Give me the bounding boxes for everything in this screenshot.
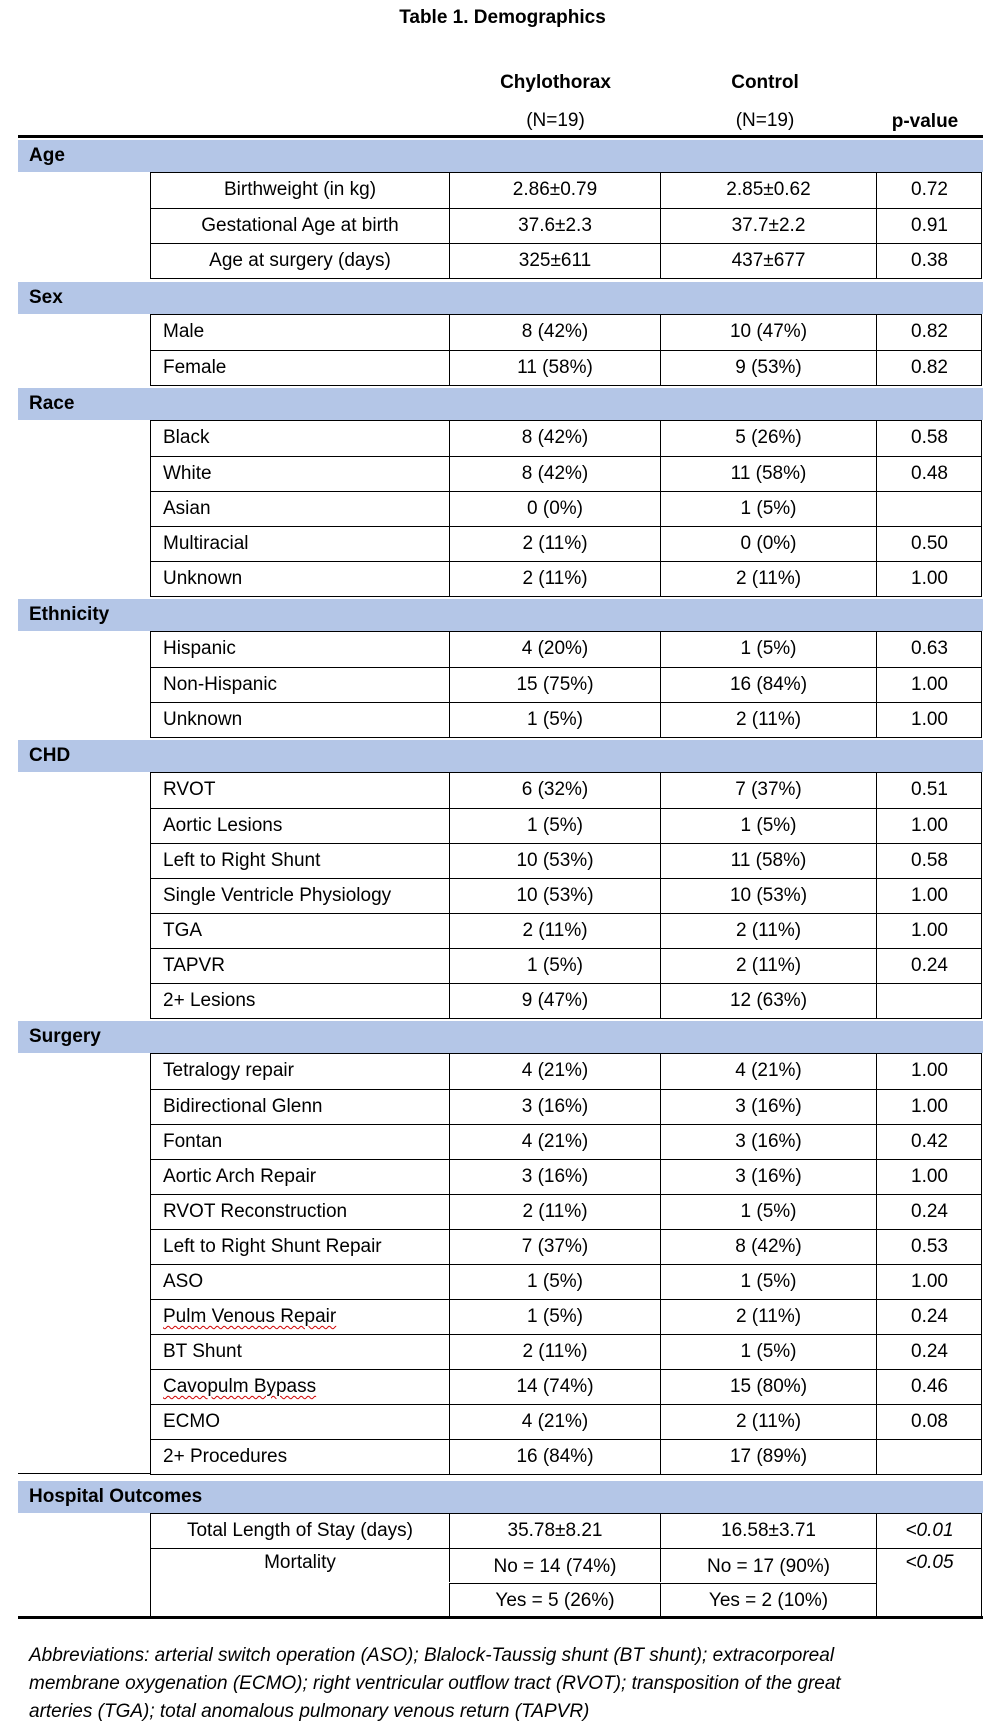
cell-chylothorax: 2.86±0.79 [449,173,660,208]
col-head-control: Control [731,72,799,93]
abbreviations-line: arteries (TGA); total anomalous pulmonary venous return (TAPVR) [29,1701,590,1722]
abbreviations-note [29,1642,979,1726]
table-row [151,948,981,983]
cell-pvalue: 0.53 [876,1230,982,1264]
cell-pvalue: 0.24 [876,1300,982,1334]
group-header-age: Age [18,140,983,172]
cell-pvalue: 1.00 [876,1160,982,1194]
cell-pvalue: 1.00 [876,1090,982,1124]
cell-chylothorax: 9 (47%) [449,984,660,1018]
cell-chylothorax: 37.6±2.3 [449,209,660,243]
cell-chylothorax: 14 (74%) [449,1370,660,1404]
table-row [151,843,981,878]
abbreviations-line: membrane oxygenation (ECMO); right ventricular outflow tract (RVOT); transposition of the great [29,1673,841,1694]
row-label: BT Shunt [163,1341,242,1362]
cell-pvalue: 0.42 [876,1125,982,1159]
cell-pvalue: 0.08 [876,1405,982,1439]
cell-chylothorax: 11 (58%) [449,351,660,385]
row-label [151,1300,449,1334]
row-label [151,1370,449,1404]
cell-chylothorax: 16 (84%) [449,1440,660,1474]
table-row [151,1439,981,1474]
cell-control: 17 (89%) [660,1440,876,1474]
group-header-sex: Sex [18,282,983,314]
cell-control-no: No = 17 (90%) [660,1548,876,1582]
cell-control: 1 (5%) [660,492,876,526]
row-label-los: Total Length of Stay (days) [186,1520,413,1541]
cell-chylothorax: 35.78±8.21 [449,1514,660,1548]
table-row [151,913,981,948]
row-label: Hispanic [163,638,236,659]
col-head-pvalue: p-value [891,111,959,132]
row-label: White [163,463,212,484]
cell-chylothorax: 2 (11%) [449,562,660,596]
cell-chylothorax-no: No = 14 (74%) [449,1548,660,1582]
cell-chylothorax: 1 (5%) [449,949,660,983]
cell-pvalue: 0.50 [876,527,982,561]
cell-control: 2 (11%) [660,562,876,596]
cell-control: 1 (5%) [660,1265,876,1299]
cell-control: 7 (37%) [660,773,876,808]
group-grid-sex [150,314,982,386]
cell-chylothorax: 10 (53%) [449,879,660,913]
cell-pvalue: 1.00 [876,1054,982,1089]
section-rule [18,1473,150,1474]
cell-control: 3 (16%) [660,1090,876,1124]
cell-pvalue [876,1440,982,1474]
cell-control: 2 (11%) [660,1300,876,1334]
table-row [151,667,981,702]
row-label: Non-Hispanic [163,674,278,695]
group-grid-outcomes [150,1513,982,1617]
table-row [151,1404,981,1439]
cell-control: 2 (11%) [660,703,876,737]
cell-control: 437±677 [660,244,876,278]
row-label-mortality: Mortality [264,1552,336,1573]
group-grid-ethnicity [150,631,982,738]
row-label: RVOT [163,779,216,800]
table-row [151,526,981,561]
cell-control: 2.85±0.62 [660,173,876,208]
cell-control: 2 (11%) [660,1405,876,1439]
cell-control: 4 (21%) [660,1054,876,1089]
spellcheck-flagged-text: Pulm Venous Repair [163,1306,337,1327]
table-row [151,632,981,667]
cell-pvalue: 1.00 [876,1265,982,1299]
cell-control: 9 (53%) [660,351,876,385]
table-row [151,808,981,843]
cell-pvalue: 0.24 [876,1335,982,1369]
table-row [151,315,981,350]
cell-control: 8 (42%) [660,1230,876,1264]
cell-control: 0 (0%) [660,527,876,561]
cell-control: 16 (84%) [660,668,876,702]
cell-pvalue [876,984,982,1018]
row-label: Male [163,321,205,342]
cell-chylothorax: 15 (75%) [449,668,660,702]
cell-control: 3 (16%) [660,1160,876,1194]
cell-pvalue: 0.82 [876,351,982,385]
cell-pvalue-mortality: <0.05 [876,1548,982,1618]
cell-control: 5 (26%) [660,421,876,456]
row-label: RVOT Reconstruction [163,1201,348,1222]
cell-control: 2 (11%) [660,949,876,983]
row-label: ECMO [163,1411,220,1432]
cell-pvalue: 1.00 [876,668,982,702]
group-header-ethnicity: Ethnicity [18,599,983,631]
table-row [151,1334,981,1369]
cell-chylothorax: 2 (11%) [449,1195,660,1229]
cell-pvalue: 0.46 [876,1370,982,1404]
cell-chylothorax: 4 (20%) [449,632,660,667]
row-label: Asian [163,498,211,519]
cell-control: 1 (5%) [660,632,876,667]
cell-control: 3 (16%) [660,1125,876,1159]
table-row [151,1089,981,1124]
cell-control: 37.7±2.2 [660,209,876,243]
table-title: Table 1. Demographics [399,7,606,28]
cell-control: 1 (5%) [660,809,876,843]
cell-control: 15 (80%) [660,1370,876,1404]
cell-chylothorax: 6 (32%) [449,773,660,808]
cell-chylothorax: 4 (21%) [449,1125,660,1159]
table-row [151,702,981,737]
table-row [151,421,981,456]
cell-pvalue: 1.00 [876,809,982,843]
cell-chylothorax: 7 (37%) [449,1230,660,1264]
cell-chylothorax: 8 (42%) [449,457,660,491]
table-top-rule [18,135,983,138]
cell-control: 2 (11%) [660,914,876,948]
cell-chylothorax: 1 (5%) [449,1300,660,1334]
table-row [151,1124,981,1159]
group-header-surgery: Surgery [18,1021,983,1053]
cell-pvalue: 0.58 [876,844,982,878]
table-row [151,773,981,808]
cell-control: 10 (53%) [660,879,876,913]
row-label: 2+ Lesions [163,990,256,1011]
cell-chylothorax: 1 (5%) [449,1265,660,1299]
row-label: ASO [163,1271,204,1292]
abbreviations-line: Abbreviations: arterial switch operation (ASO); Blalock-Taussig shunt (BT shunt); extracorporeal [29,1645,835,1666]
row-label: Fontan [163,1131,223,1152]
row-label: Age at surgery (days) [209,250,391,271]
table-row [151,983,981,1018]
cell-chylothorax: 3 (16%) [449,1160,660,1194]
table-row [151,491,981,526]
cell-control-yes: Yes = 2 (10%) [660,1583,876,1617]
table-row [151,1159,981,1194]
table-row [151,561,981,596]
group-header-hospital-outcomes: Hospital Outcomes [18,1481,983,1513]
cell-chylothorax: 8 (42%) [449,315,660,350]
cell-chylothorax: 0 (0%) [449,492,660,526]
table-row [151,456,981,491]
cell-pvalue: 0.82 [876,315,982,350]
col-head-chylothorax: Chylothorax [500,72,611,93]
cell-chylothorax: 10 (53%) [449,844,660,878]
row-label: Single Ventricle Physiology [163,885,392,906]
table-row [151,350,981,385]
cell-chylothorax: 325±611 [449,244,660,278]
cell-pvalue: 0.58 [876,421,982,456]
group-grid-race [150,420,982,597]
cell-pvalue: 0.72 [876,173,982,208]
table-row [151,1229,981,1264]
cell-pvalue: 0.63 [876,632,982,667]
table-row [151,878,981,913]
row-label: Unknown [163,709,243,730]
col-head-control-n: (N=19) [735,110,795,131]
cell-control: 12 (63%) [660,984,876,1018]
row-label: Multiracial [163,533,249,554]
table-row [151,1194,981,1229]
group-grid-surgery [150,1053,982,1475]
spellcheck-flagged-text: Cavopulm Bypass [163,1376,317,1397]
cell-pvalue [876,492,982,526]
cell-control: 10 (47%) [660,315,876,350]
cell-chylothorax: 8 (42%) [449,421,660,456]
row-label: Gestational Age at birth [201,215,399,236]
cell-pvalue: 0.91 [876,209,982,243]
cell-pvalue: 0.51 [876,773,982,808]
cell-chylothorax-yes: Yes = 5 (26%) [449,1583,660,1617]
cell-chylothorax: 2 (11%) [449,914,660,948]
cell-chylothorax: 1 (5%) [449,703,660,737]
row-label: TAPVR [163,955,225,976]
row-label: Bidirectional Glenn [163,1096,323,1117]
table-row [151,1299,981,1334]
row-label: Black [163,427,210,448]
row-label: Aortic Arch Repair [163,1166,317,1187]
cell-chylothorax: 4 (21%) [449,1405,660,1439]
table-row [151,1264,981,1299]
cell-chylothorax: 3 (16%) [449,1090,660,1124]
cell-pvalue: <0.01 [876,1514,982,1548]
cell-chylothorax: 4 (21%) [449,1054,660,1089]
row-label: Left to Right Shunt Repair [163,1236,382,1257]
table-row [151,173,981,208]
table-bottom-rule [18,1616,983,1619]
row-label: 2+ Procedures [163,1446,288,1467]
cell-pvalue: 0.48 [876,457,982,491]
row-label: Female [163,357,227,378]
cell-control: 11 (58%) [660,844,876,878]
row-label: Aortic Lesions [163,815,283,836]
group-grid-chd [150,772,982,1019]
row-label: Left to Right Shunt [163,850,321,871]
group-header-chd: CHD [18,740,983,772]
cell-pvalue: 0.24 [876,1195,982,1229]
table-row [151,1054,981,1089]
cell-pvalue: 1.00 [876,879,982,913]
cell-pvalue: 1.00 [876,562,982,596]
table-row [151,243,981,278]
table-row [151,1369,981,1404]
cell-pvalue: 1.00 [876,914,982,948]
cell-pvalue: 1.00 [876,703,982,737]
cell-chylothorax: 1 (5%) [449,809,660,843]
cell-pvalue: 0.38 [876,244,982,278]
cell-control: 1 (5%) [660,1195,876,1229]
cell-pvalue: 0.24 [876,949,982,983]
table-row [151,208,981,243]
cell-control: 11 (58%) [660,457,876,491]
cell-chylothorax: 2 (11%) [449,1335,660,1369]
cell-control: 1 (5%) [660,1335,876,1369]
cell-control: 16.58±3.71 [660,1514,876,1548]
cell-chylothorax: 2 (11%) [449,527,660,561]
row-label: Birthweight (in kg) [223,179,377,200]
row-label: Tetralogy repair [163,1060,294,1081]
row-label: TGA [163,920,203,941]
group-grid-age [150,172,982,279]
row-label: Unknown [163,568,243,589]
col-head-chylothorax-n: (N=19) [526,110,585,131]
group-header-race: Race [18,388,983,420]
